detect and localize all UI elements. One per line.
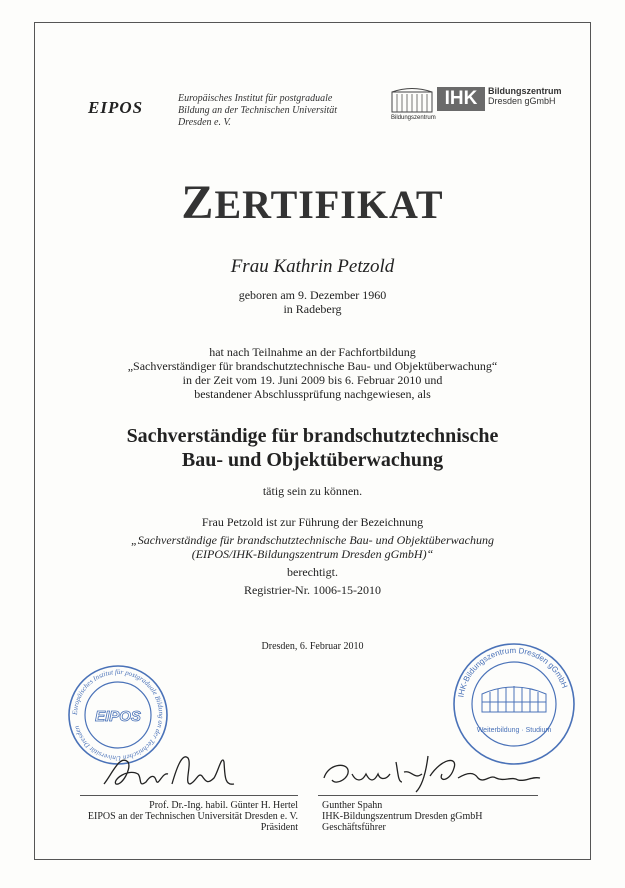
ihk-name xyxy=(488,86,562,106)
right-signatory-line: Geschäftsführer xyxy=(322,822,386,833)
left-signature xyxy=(98,744,248,800)
berechtigt-line: berechtigt. xyxy=(287,565,338,579)
eipos-line: Dresden e. V. xyxy=(178,117,231,128)
qualification-line: Bau- und Objektüberwachung xyxy=(181,449,444,471)
ihk-line: Bildungszentrum xyxy=(488,86,562,96)
birth-info xyxy=(0,288,625,316)
right-signatory-line: IHK-Bildungszentrum Dresden gGmbH xyxy=(322,811,483,822)
title-rest: ERTIFIKAT xyxy=(214,182,444,227)
designation-intro: Frau Petzold ist zur Führung der Bezeichnung xyxy=(201,515,424,529)
eipos-line: Europäisches Institut für postgraduale xyxy=(178,93,333,104)
left-signatory-line: Prof. Dr.-Ing. habil. Günter H. Hertel xyxy=(149,800,298,811)
ihk-line: Dresden gGmbH xyxy=(488,96,556,106)
ihk-logo: IHK xyxy=(437,87,485,111)
left-signatory xyxy=(88,800,298,833)
right-signature-line xyxy=(318,795,538,796)
left-signatory-line: Präsident xyxy=(260,822,298,833)
designation-line: (EIPOS/IHK-Bildungszentrum Dresden gGmbH)“ xyxy=(191,547,434,561)
course-paragraph xyxy=(0,345,625,401)
left-signatory-line: EIPOS an der Technischen Universität Dresden e. V. xyxy=(87,811,298,822)
left-signature-line xyxy=(80,795,298,796)
designation-line: „Sachverständige für brandschutztechnische Bau- und Objektüberwachung xyxy=(131,533,494,547)
right-signature xyxy=(318,752,548,796)
ihk-stamp-building-icon xyxy=(482,686,546,712)
ihk-stamp xyxy=(450,640,578,768)
qualification-title xyxy=(0,424,625,472)
certificate-title xyxy=(0,175,625,230)
ihk-stamp-lower-text: Weiterbildung · Studium xyxy=(476,727,552,734)
course-line: hat nach Teilnahme an der Fachfortbildung xyxy=(209,345,416,359)
recipient-name: Frau Kathrin Petzold xyxy=(230,256,395,277)
issue-date: Dresden, 6. Februar 2010 xyxy=(261,641,364,652)
qualification-line: Sachverständige für brandschutztechnische xyxy=(126,425,499,447)
register-number: Registrier-Nr. 1006-15-2010 xyxy=(243,583,382,597)
eipos-stamp-center: EIPOS xyxy=(95,708,141,725)
right-signatory xyxy=(322,800,483,833)
taetig-line: tätig sein zu können. xyxy=(262,484,363,498)
birth-line: in Radeberg xyxy=(283,302,342,316)
eipos-line: Bildung an der Technischen Universität xyxy=(178,105,338,116)
eipos-stamp-ring-text: Europäisches Institut für postgraduale Bildung an der Technischen Universität Dresden xyxy=(70,667,166,763)
eipos-logo: EIPOS xyxy=(88,98,144,117)
ihk-building-caption: Bildungszentrum xyxy=(391,115,436,121)
right-signatory-line: Gunther Spahn xyxy=(322,800,383,811)
ihk-building-icon xyxy=(389,86,435,127)
svg-text:IHK-Bildungszentrum Dresden gG xyxy=(456,646,569,698)
course-line: „Sachverständiger für brandschutztechnische Bau- und Objektüberwachung“ xyxy=(127,359,498,373)
course-line: bestandener Abschlussprüfung nachgewiesen, als xyxy=(194,387,431,401)
designation-paragraph xyxy=(0,515,625,597)
title-initial: Z xyxy=(181,176,215,229)
course-line: in der Zeit vom 19. Juni 2009 bis 6. Februar 2010 und xyxy=(182,373,443,387)
eipos-institute-name xyxy=(178,93,337,129)
ihk-stamp-ring-text: IHK-Bildungszentrum Dresden gGmbH xyxy=(456,645,570,698)
birth-line: geboren am 9. Dezember 1960 xyxy=(238,288,387,302)
